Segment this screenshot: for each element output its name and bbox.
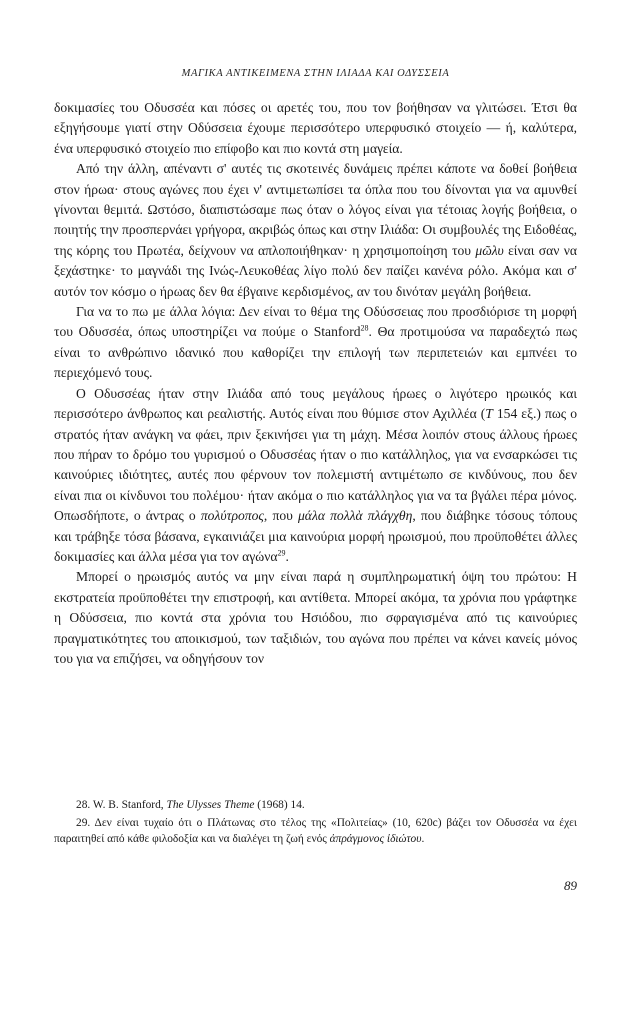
paragraph-2-text-b: είναι σαν να ξεχάστηκε· το μαγνάδι της Ινώς-Λευκοθέας λίγο πολύ δεν παίζει κανένα ρόλο. Ακόμα και σ' αυτόν τον κόσμο ο ήρωας δεν θα έβγαινε κερδισμένος, αν του δινόταν μεγάλη βοήθεια. xyxy=(54,242,577,299)
paragraph-4-text-e: . xyxy=(285,548,289,564)
footnote-28-text-b: (1968) 14. xyxy=(254,799,305,811)
running-header: ΜΑΓΙΚΑ ΑΝΤΙΚΕΙΜΕΝΑ ΣΤΗΝ ΙΛΙΑΔΑ ΚΑΙ ΟΔΥΣΣΕΙΑ xyxy=(181,68,450,79)
paragraph-4-epithet: πολύτροπος xyxy=(200,508,264,524)
footnote-29-text-a: 29. Δεν είναι τυχαίο ότι ο Πλάτωνας στο τέλος της «Πολιτείας» (10, 620c) βάζει τον Οδυσσέα να έχει παραιτηθεί από κάθε φιλοδοξία και να διαλέγει τη ζωή ενός xyxy=(54,817,577,845)
footnote-ref-28: 28 xyxy=(360,323,369,333)
footnote-28 xyxy=(54,797,577,813)
main-text xyxy=(54,98,577,669)
paragraph-4-text-d: , που διάβηκε τόσους τόπους και τράβηξε τόσα βάσανα, εγκαινιάζει μια καινούρια μορφή ηρωισμού, που προϋποθέτει άλλες δοκιμασίες και άλλα μέσα για τον αγώνα xyxy=(54,508,577,564)
paragraph-3 xyxy=(54,302,577,384)
paragraph-3-text-a: Για να το πω με άλλα λόγια: Δεν είναι το θέμα της Οδύσσειας που προσδιόρισε τη μορφή του Οδυσσέα, όπως υποστηρίζει να πούμε ο Stanford xyxy=(54,304,577,340)
paragraph-4-text-a: Ο Οδυσσέας ήταν στην Ιλιάδα από τους μεγάλους ήρωες ο λιγότερο ηρωικός και περισσότερο άνθρωπος και ρεαλιστής. Αυτός είναι που θύμισε στον Αχιλλέα ( xyxy=(54,385,577,422)
paragraph-3-text-b: . Θα προτιμούσα να παραδεχτώ πως είναι το ανθρώπινο ιδανικό που καθορίζει την επιλογή των περιπετειών και εμπνέει το περιεχόμενό τους. xyxy=(54,324,577,381)
paragraph-2-moly: μῶλυ xyxy=(475,242,504,258)
paragraph-5: Μπορεί ο ηρωισμός αυτός να μην είναι παρά η συμπληρωματική όψη του πρώτου: Η εκστρατεία προϋποθέτει την επιστροφή, και αντίθετα. Μπορεί ακόμα, τα χρόνια που γράφτηκε η Οδύσσεια, πιο κοντά στα χρόνια του Ησιόδου, πιο σφραγισμένα από τις καινούριες πραγματικότητες του αποικισμού, των ταξιδιών, του αγώνα που πρέπει να κάνει κανείς μόνος του για να επιζήσει, να οδηγήσουν τον xyxy=(54,569,577,666)
footnote-29-text-b: . xyxy=(421,833,425,845)
footnote-29-phrase: ἀπράγμονος ἰδιώτου xyxy=(329,833,422,845)
paragraph-2-text-a: Από την άλλη, απέναντι σ' αυτές τις σκοτεινές δυνάμεις πρέπει κάποτε να δοθεί βοήθεια στον ήρωα· στους αγώνες που έχει ν' αντιμετωπίσει τα όπλα που του δίνονται για να αμυνθεί γίνονται θεμιτά. Ωστόσο, διαπιστώσαμε πως όταν ο λόγος είναι για τέτοιας λογής βοήθεια, ο ποιητής την προσπερνάει γρήγορα, ακριβώς όπως και στην Ιλιάδα: Οι συμβουλές της Ειδοθέας, της κόρης του Πρωτέα, δείχνουν να απλοποιήθηκαν· η χρησιμοποίηση του xyxy=(54,161,577,258)
footnote-ref-29: 29 xyxy=(277,548,286,558)
footnotes xyxy=(54,797,577,849)
paragraph-4-citation: Τ xyxy=(485,406,493,422)
footnote-28-text-a: 28. W. B. Stanford, xyxy=(76,799,167,811)
page-number: 89 xyxy=(564,878,577,893)
footnote-28-title: The Ulysses Theme xyxy=(166,799,255,811)
paragraph-4-text-c: , που xyxy=(263,508,298,524)
paragraph-2 xyxy=(54,159,577,302)
paragraph-4-quote: μάλα πολλὰ πλάγχθη xyxy=(297,508,413,524)
paragraph-4 xyxy=(54,384,577,568)
paragraph-1: δοκιμασίες του Οδυσσέα και πόσες οι αρετές του, που τον βοήθησαν να γλιτώσει. Έτσι θα εξηγήσουμε γιατί στην Οδύσσεια έχουμε περισσότερο υπερφυσικό στοιχείο — ή, καλύτερα, ένα υπερφυσικό στοιχείο πιο επίφοβο και πιο κοντά στη μαγεία. xyxy=(54,100,577,156)
paragraph-4-text-b: 154 εξ.) πως ο στρατός ήταν ανάγκη να φάει, πριν ξεκινήσει για τη μάχη. Μέσα λοιπόν στους άλλους ήρωες που πήραν το δρόμο του γυρισμού ο Οδυσσέας ήταν ο πιο κατάλληλος, για να ενσαρκώσει τις καινούριες ιδιότητες, αυτές που φέρνουν τον πολεμιστή αντιμέτωπο σε κινδύνους, που δεν είναι πια οι κίνδυνοι του πολέμου· ήταν ακόμα ο πιο κατάλληλος για να τα βγάλει πέρα μόνος. Οπωσδήποτε, ο άντρας ο xyxy=(54,406,577,524)
footnote-29 xyxy=(54,815,577,847)
